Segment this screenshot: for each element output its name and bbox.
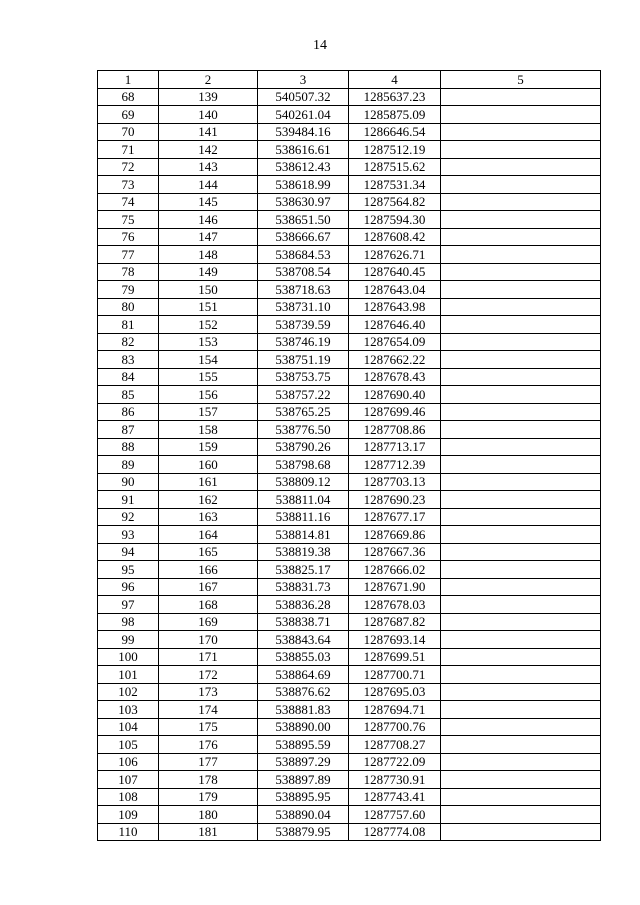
table-cell-col-4: 1287643.98 <box>349 298 441 316</box>
table-cell-col-2: 174 <box>159 701 258 719</box>
table-cell-col-5 <box>441 508 601 526</box>
table-cell-col-5 <box>441 88 601 106</box>
table-cell-col-2: 143 <box>159 158 258 176</box>
table-row <box>98 456 601 474</box>
table-cell-col-1: 109 <box>98 806 159 824</box>
table-cell-col-1: 89 <box>98 456 159 474</box>
table-cell-col-1: 71 <box>98 141 159 159</box>
table-cell-col-5 <box>441 228 601 246</box>
table-row <box>98 438 601 456</box>
table-cell-col-3: 538757.22 <box>258 386 349 404</box>
table-row <box>98 578 601 596</box>
table-cell-col-4: 1285637.23 <box>349 88 441 106</box>
table-row <box>98 403 601 421</box>
table-cell-col-4: 1287666.02 <box>349 561 441 579</box>
table-cell-col-3: 538630.97 <box>258 193 349 211</box>
table-cell-col-1: 77 <box>98 246 159 264</box>
table-cell-col-1: 78 <box>98 263 159 281</box>
table-cell-col-1: 88 <box>98 438 159 456</box>
table-cell-col-1: 83 <box>98 351 159 369</box>
table-cell-col-3: 538612.43 <box>258 158 349 176</box>
table-cell-col-1: 73 <box>98 176 159 194</box>
table-cell-col-5 <box>441 141 601 159</box>
header-row <box>98 71 601 89</box>
table-cell-col-4: 1287515.62 <box>349 158 441 176</box>
table-cell-col-1: 96 <box>98 578 159 596</box>
table-cell-col-2: 172 <box>159 666 258 684</box>
table-cell-col-2: 169 <box>159 613 258 631</box>
table-cell-col-4: 1287699.46 <box>349 403 441 421</box>
table-cell-col-2: 141 <box>159 123 258 141</box>
table-cell-col-2: 142 <box>159 141 258 159</box>
table-cell-col-4: 1287700.71 <box>349 666 441 684</box>
table-cell-col-2: 164 <box>159 526 258 544</box>
table-cell-col-2: 148 <box>159 246 258 264</box>
table-cell-col-5 <box>441 211 601 229</box>
table-cell-col-1: 68 <box>98 88 159 106</box>
table-cell-col-1: 100 <box>98 648 159 666</box>
table-cell-col-2: 139 <box>159 88 258 106</box>
table-cell-col-3: 538879.95 <box>258 823 349 841</box>
table-cell-col-1: 74 <box>98 193 159 211</box>
table-cell-col-4: 1287594.30 <box>349 211 441 229</box>
table-cell-col-4: 1287640.45 <box>349 263 441 281</box>
table-cell-col-5 <box>441 823 601 841</box>
table-cell-col-5 <box>441 368 601 386</box>
table-cell-col-2: 153 <box>159 333 258 351</box>
table-cell-col-2: 170 <box>159 631 258 649</box>
table-row <box>98 421 601 439</box>
table-cell-col-1: 102 <box>98 683 159 701</box>
table-cell-col-3: 538666.67 <box>258 228 349 246</box>
table-cell-col-1: 107 <box>98 771 159 789</box>
table-cell-col-3: 538776.50 <box>258 421 349 439</box>
table-cell-col-5 <box>441 543 601 561</box>
table-row <box>98 491 601 509</box>
table-cell-col-5 <box>441 648 601 666</box>
table-cell-col-1: 70 <box>98 123 159 141</box>
table-cell-col-3: 538864.69 <box>258 666 349 684</box>
table-cell-col-5 <box>441 473 601 491</box>
table-cell-col-5 <box>441 491 601 509</box>
table-cell-col-1: 104 <box>98 718 159 736</box>
table-cell-col-4: 1287708.27 <box>349 736 441 754</box>
table-cell-col-3: 538890.04 <box>258 806 349 824</box>
table-cell-col-3: 538838.71 <box>258 613 349 631</box>
table-cell-col-3: 538895.59 <box>258 736 349 754</box>
table-cell-col-4: 1287693.14 <box>349 631 441 649</box>
table-cell-col-1: 92 <box>98 508 159 526</box>
table-cell-col-3: 538811.16 <box>258 508 349 526</box>
table-cell-col-2: 161 <box>159 473 258 491</box>
table-cell-col-5 <box>441 666 601 684</box>
table-cell-col-1: 86 <box>98 403 159 421</box>
table-cell-col-3: 538616.61 <box>258 141 349 159</box>
table-cell-col-1: 84 <box>98 368 159 386</box>
table-row <box>98 211 601 229</box>
table-row <box>98 368 601 386</box>
table-cell-col-3: 538831.73 <box>258 578 349 596</box>
table-cell-col-5 <box>441 771 601 789</box>
table-cell-col-1: 82 <box>98 333 159 351</box>
table-row <box>98 683 601 701</box>
table-cell-col-2: 160 <box>159 456 258 474</box>
table-row <box>98 526 601 544</box>
table-cell-col-2: 144 <box>159 176 258 194</box>
table-cell-col-1: 91 <box>98 491 159 509</box>
table-cell-col-3: 538836.28 <box>258 596 349 614</box>
table-cell-col-3: 540261.04 <box>258 106 349 124</box>
table-cell-col-5 <box>441 176 601 194</box>
table-cell-col-4: 1287608.42 <box>349 228 441 246</box>
table-cell-col-4: 1287708.86 <box>349 421 441 439</box>
table-cell-col-5 <box>441 106 601 124</box>
table-cell-col-3: 538765.25 <box>258 403 349 421</box>
table-cell-col-3: 538814.81 <box>258 526 349 544</box>
table-cell-col-2: 167 <box>159 578 258 596</box>
table-row <box>98 806 601 824</box>
table-cell-col-2: 180 <box>159 806 258 824</box>
table-cell-col-3: 540507.32 <box>258 88 349 106</box>
table-cell-col-1: 72 <box>98 158 159 176</box>
table-cell-col-5 <box>441 386 601 404</box>
table-cell-col-5 <box>441 596 601 614</box>
table-row <box>98 246 601 264</box>
table-cell-col-5 <box>441 683 601 701</box>
table-cell-col-2: 162 <box>159 491 258 509</box>
table-cell-col-1: 103 <box>98 701 159 719</box>
table-cell-col-4: 1287712.39 <box>349 456 441 474</box>
table-cell-col-4: 1287690.40 <box>349 386 441 404</box>
table-cell-col-2: 157 <box>159 403 258 421</box>
column-header-3: 3 <box>258 71 349 89</box>
table-cell-col-5 <box>441 316 601 334</box>
table-cell-col-5 <box>441 158 601 176</box>
table-cell-col-1: 101 <box>98 666 159 684</box>
table-cell-col-5 <box>441 281 601 299</box>
table-cell-col-1: 99 <box>98 631 159 649</box>
table-row <box>98 141 601 159</box>
table-row <box>98 771 601 789</box>
table-cell-col-1: 95 <box>98 561 159 579</box>
table-row <box>98 351 601 369</box>
column-header-4: 4 <box>349 71 441 89</box>
table-cell-col-2: 175 <box>159 718 258 736</box>
table-row <box>98 613 601 631</box>
table-row <box>98 123 601 141</box>
table-row <box>98 666 601 684</box>
table-row <box>98 508 601 526</box>
table-cell-col-4: 1285875.09 <box>349 106 441 124</box>
table-cell-col-2: 178 <box>159 771 258 789</box>
table-cell-col-3: 538753.75 <box>258 368 349 386</box>
table-cell-col-2: 151 <box>159 298 258 316</box>
table-row <box>98 193 601 211</box>
table-row <box>98 823 601 841</box>
table-cell-col-4: 1287757.60 <box>349 806 441 824</box>
table-row <box>98 473 601 491</box>
table-cell-col-5 <box>441 631 601 649</box>
table-cell-col-2: 177 <box>159 753 258 771</box>
table-row <box>98 596 601 614</box>
table-cell-col-5 <box>441 421 601 439</box>
table-cell-col-5 <box>441 561 601 579</box>
table-row <box>98 281 601 299</box>
table-cell-col-1: 106 <box>98 753 159 771</box>
table-cell-col-2: 176 <box>159 736 258 754</box>
page-number: 14 <box>313 38 327 53</box>
table-cell-col-4: 1287774.08 <box>349 823 441 841</box>
table-cell-col-4: 1287703.13 <box>349 473 441 491</box>
table-cell-col-2: 149 <box>159 263 258 281</box>
table-cell-col-5 <box>441 298 601 316</box>
table-cell-col-4: 1287695.03 <box>349 683 441 701</box>
table-cell-col-4: 1287678.43 <box>349 368 441 386</box>
table-cell-col-4: 1287512.19 <box>349 141 441 159</box>
column-header-5: 5 <box>441 71 601 89</box>
table-cell-col-5 <box>441 736 601 754</box>
table-cell-col-5 <box>441 701 601 719</box>
table-cell-col-1: 87 <box>98 421 159 439</box>
table-cell-col-4: 1287677.17 <box>349 508 441 526</box>
table-cell-col-1: 94 <box>98 543 159 561</box>
table-cell-col-5 <box>441 456 601 474</box>
table-cell-col-3: 539484.16 <box>258 123 349 141</box>
table-row <box>98 648 601 666</box>
table-row <box>98 543 601 561</box>
table-row <box>98 701 601 719</box>
table-cell-col-3: 538798.68 <box>258 456 349 474</box>
table-cell-col-5 <box>441 438 601 456</box>
table-cell-col-3: 538881.83 <box>258 701 349 719</box>
table-cell-col-3: 538708.54 <box>258 263 349 281</box>
table-cell-col-5 <box>441 788 601 806</box>
table-cell-col-1: 76 <box>98 228 159 246</box>
table-cell-col-4: 1287730.91 <box>349 771 441 789</box>
table-cell-col-4: 1287722.09 <box>349 753 441 771</box>
table-cell-col-1: 105 <box>98 736 159 754</box>
table-cell-col-2: 152 <box>159 316 258 334</box>
table-cell-col-2: 171 <box>159 648 258 666</box>
table-cell-col-1: 110 <box>98 823 159 841</box>
table-row <box>98 176 601 194</box>
column-header-2: 2 <box>159 71 258 89</box>
table-row <box>98 788 601 806</box>
table-cell-col-5 <box>441 193 601 211</box>
table-cell-col-4: 1287531.34 <box>349 176 441 194</box>
table-cell-col-1: 79 <box>98 281 159 299</box>
table-row <box>98 333 601 351</box>
table-row <box>98 158 601 176</box>
table-cell-col-5 <box>441 578 601 596</box>
table-cell-col-2: 156 <box>159 386 258 404</box>
table-cell-col-4: 1287669.86 <box>349 526 441 544</box>
table-row <box>98 106 601 124</box>
table-cell-col-5 <box>441 123 601 141</box>
table-row <box>98 386 601 404</box>
table-cell-col-4: 1287643.04 <box>349 281 441 299</box>
table-cell-col-5 <box>441 351 601 369</box>
table-cell-col-1: 98 <box>98 613 159 631</box>
table-cell-col-2: 154 <box>159 351 258 369</box>
table-cell-col-4: 1287626.71 <box>349 246 441 264</box>
column-header-1: 1 <box>98 71 159 89</box>
table-cell-col-2: 140 <box>159 106 258 124</box>
table-cell-col-3: 538790.26 <box>258 438 349 456</box>
table-cell-col-3: 538739.59 <box>258 316 349 334</box>
table-cell-col-2: 166 <box>159 561 258 579</box>
table-cell-col-2: 163 <box>159 508 258 526</box>
table-cell-col-2: 147 <box>159 228 258 246</box>
table-cell-col-3: 538809.12 <box>258 473 349 491</box>
table-cell-col-4: 1287667.36 <box>349 543 441 561</box>
table-cell-col-3: 538897.29 <box>258 753 349 771</box>
table-cell-col-2: 146 <box>159 211 258 229</box>
table-cell-col-3: 538731.10 <box>258 298 349 316</box>
table-cell-col-3: 538876.62 <box>258 683 349 701</box>
table-cell-col-2: 145 <box>159 193 258 211</box>
table-cell-col-4: 1287694.71 <box>349 701 441 719</box>
table-cell-col-1: 81 <box>98 316 159 334</box>
table-cell-col-2: 173 <box>159 683 258 701</box>
table-row <box>98 88 601 106</box>
table-cell-col-4: 1287699.51 <box>349 648 441 666</box>
table-cell-col-4: 1287690.23 <box>349 491 441 509</box>
table-row <box>98 631 601 649</box>
table-cell-col-1: 85 <box>98 386 159 404</box>
table-cell-col-3: 538890.00 <box>258 718 349 736</box>
table-row <box>98 718 601 736</box>
table-cell-col-3: 538855.03 <box>258 648 349 666</box>
table-cell-col-2: 159 <box>159 438 258 456</box>
table-cell-col-1: 69 <box>98 106 159 124</box>
table-cell-col-3: 538751.19 <box>258 351 349 369</box>
table-cell-col-2: 179 <box>159 788 258 806</box>
table-cell-col-5 <box>441 403 601 421</box>
table-cell-col-3: 538819.38 <box>258 543 349 561</box>
table-cell-col-5 <box>441 806 601 824</box>
table-cell-col-3: 538811.04 <box>258 491 349 509</box>
table-cell-col-5 <box>441 718 601 736</box>
table-cell-col-1: 75 <box>98 211 159 229</box>
table-cell-col-3: 538718.63 <box>258 281 349 299</box>
table-cell-col-5 <box>441 246 601 264</box>
table-cell-col-4: 1287671.90 <box>349 578 441 596</box>
table-cell-col-1: 108 <box>98 788 159 806</box>
table-cell-col-1: 93 <box>98 526 159 544</box>
table-cell-col-2: 165 <box>159 543 258 561</box>
table-cell-col-4: 1287678.03 <box>349 596 441 614</box>
table-cell-col-2: 155 <box>159 368 258 386</box>
table-row <box>98 228 601 246</box>
table-cell-col-1: 97 <box>98 596 159 614</box>
table-cell-col-5 <box>441 753 601 771</box>
table-cell-col-4: 1287687.82 <box>349 613 441 631</box>
table-cell-col-5 <box>441 333 601 351</box>
table-row <box>98 316 601 334</box>
table-cell-col-3: 538684.53 <box>258 246 349 264</box>
table-body <box>98 88 601 841</box>
table-row <box>98 561 601 579</box>
table-cell-col-4: 1287564.82 <box>349 193 441 211</box>
table-cell-col-3: 538897.89 <box>258 771 349 789</box>
table-cell-col-4: 1287662.22 <box>349 351 441 369</box>
table-cell-col-4: 1287713.17 <box>349 438 441 456</box>
table-cell-col-3: 538895.95 <box>258 788 349 806</box>
table-cell-col-5 <box>441 526 601 544</box>
table-cell-col-2: 181 <box>159 823 258 841</box>
table-cell-col-4: 1287743.41 <box>349 788 441 806</box>
table-row <box>98 263 601 281</box>
coordinates-table <box>97 70 601 841</box>
table-row <box>98 753 601 771</box>
table-cell-col-2: 168 <box>159 596 258 614</box>
table-row <box>98 736 601 754</box>
table-cell-col-5 <box>441 613 601 631</box>
table-cell-col-5 <box>441 263 601 281</box>
table-cell-col-3: 538618.99 <box>258 176 349 194</box>
table-header <box>98 71 601 89</box>
table-cell-col-4: 1287654.09 <box>349 333 441 351</box>
table-cell-col-4: 1287700.76 <box>349 718 441 736</box>
table-cell-col-3: 538825.17 <box>258 561 349 579</box>
table-cell-col-3: 538746.19 <box>258 333 349 351</box>
table-cell-col-2: 150 <box>159 281 258 299</box>
table-cell-col-3: 538651.50 <box>258 211 349 229</box>
table-row <box>98 298 601 316</box>
table-cell-col-1: 80 <box>98 298 159 316</box>
table-cell-col-4: 1286646.54 <box>349 123 441 141</box>
table-cell-col-2: 158 <box>159 421 258 439</box>
table-cell-col-4: 1287646.40 <box>349 316 441 334</box>
table-cell-col-3: 538843.64 <box>258 631 349 649</box>
table-cell-col-1: 90 <box>98 473 159 491</box>
